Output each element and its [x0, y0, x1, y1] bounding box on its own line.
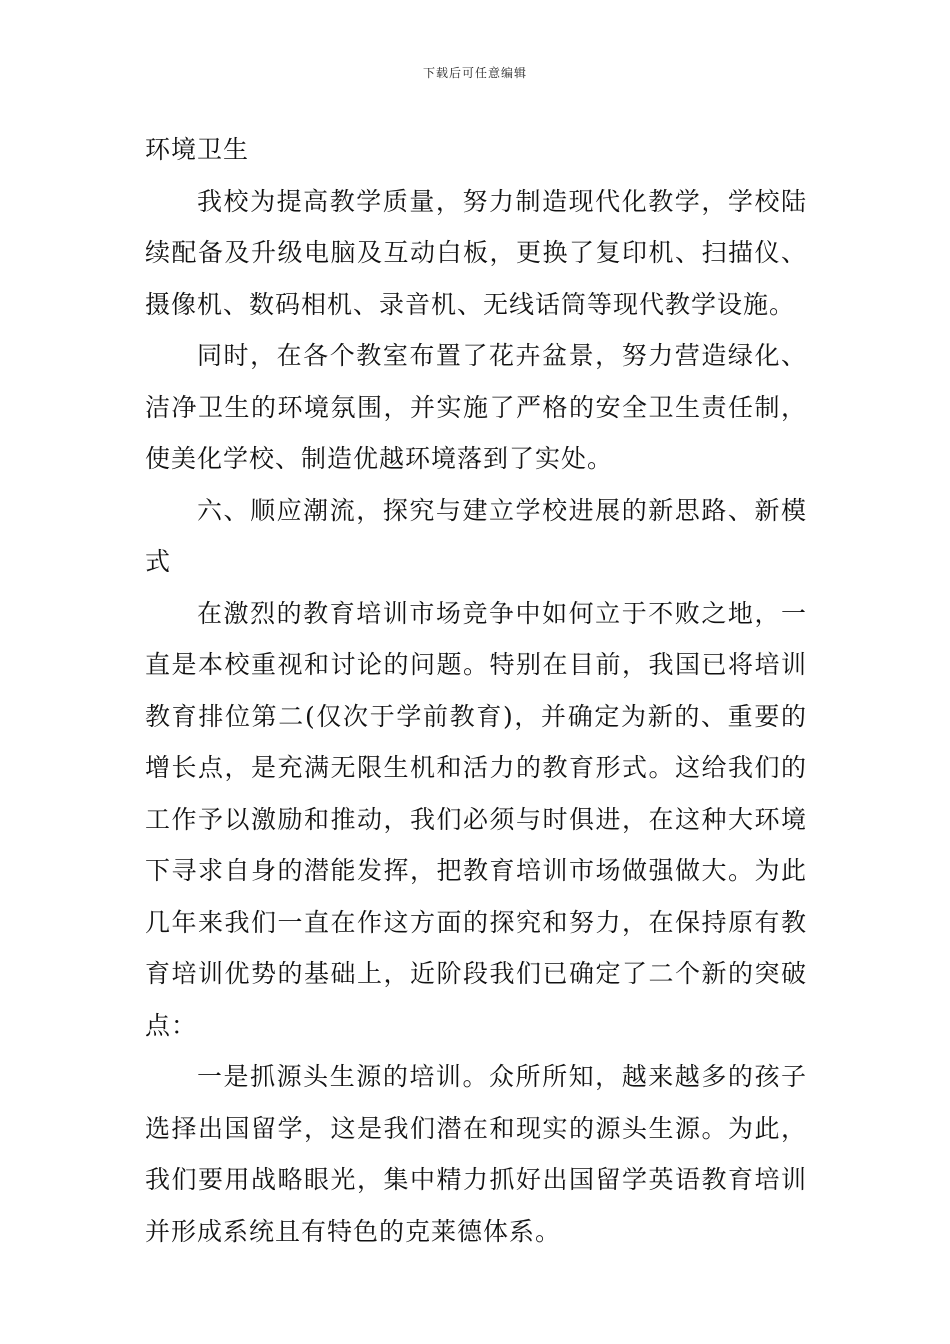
- header-note: 下载后可任意编辑: [422, 66, 527, 80]
- paragraph-market-competition: 在激烈的教育培训市场竞争中如何立于不败之地，一直是本校重视和讨论的问题。特别在目前，我国已将培训教育排位第二(仅次于学前教育)，并确定为新的、重要的增长点，是充满无限生机和活力的教育形式。这给我们的工作予以激励和推动，我们必须与时俱进，在这种大环境下寻求自身的潜能发挥，把教育培训市场做强做大。为此几年来我们一直在作这方面的探究和努力，在保持原有教育培训优势的基础上，近阶段我们已确定了二个新的突破点：: [145, 598, 807, 1040]
- document-body: [145, 124, 807, 1257]
- paragraph-teaching-equipment: 我校为提高教学质量，努力制造现代化教学，学校陆续配备及升级电脑及互动白板，更换了复印机、扫描仪、摄像机、数码相机、录音机、无线话筒等现代教学设施。: [145, 186, 807, 319]
- paragraph-heading-continuation: 环境卫生: [145, 135, 250, 164]
- section-heading-six: 六、顺应潮流，探究与建立学校进展的新思路、新模式: [145, 495, 807, 576]
- paragraph-classroom-environment: 同时，在各个教室布置了花卉盆景，努力营造绿化、洁净卫生的环境氛围，并实施了严格的安全卫生责任制，使美化学校、制造优越环境落到了实处。: [145, 341, 807, 473]
- paragraph-source-training: 一是抓源头生源的培训。众所所知，越来越多的孩子选择出国留学，这是我们潜在和现实的源头生源。为此，我们要用战略眼光，集中精力抓好出国留学英语教育培训并形成系统且有特色的克莱德体系。: [145, 1062, 807, 1246]
